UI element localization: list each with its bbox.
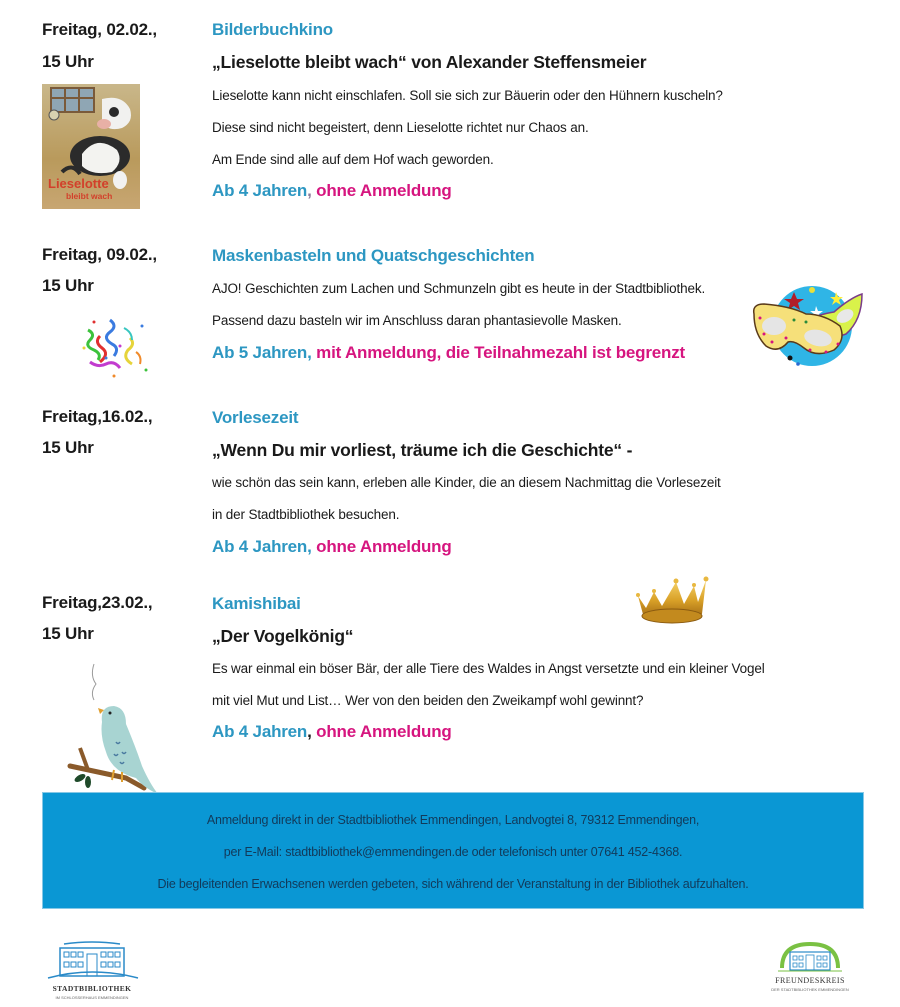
- registration-info-box: [42, 792, 864, 909]
- event-age-info: [212, 722, 452, 742]
- registration-label: ohne Anmeldung: [311, 181, 452, 200]
- freundeskreis-logo: [758, 940, 862, 998]
- event-age-info: [212, 181, 452, 201]
- info-notice: Die begleitenden Erwachsenen werden gebeten, sich während der Veranstaltung in der Bibliothek aufzuhalten.: [157, 877, 749, 891]
- cover-subtitle: bleibt wach: [66, 191, 113, 201]
- bird-icon: [66, 662, 166, 796]
- event-subtitle: „Der Vogelkönig“: [212, 626, 354, 646]
- event-title: Kamishibai: [212, 594, 301, 613]
- event-time: 15 Uhr: [42, 52, 94, 71]
- separator: ,: [307, 181, 312, 200]
- registration-label: ohne Anmeldung: [311, 722, 452, 741]
- age-label: Ab 4 Jahren: [212, 181, 308, 200]
- event-subtitle: „Lieselotte bleibt wach“ von Alexander Steffensmeier: [212, 52, 647, 72]
- carnival-mask-icon: [750, 284, 866, 374]
- event-description-line: in der Stadtbibliothek besuchen.: [212, 507, 400, 522]
- event-description-line: Passend dazu basteln wir im Anschluss daran phantasievolle Masken.: [212, 313, 622, 328]
- stadtbibliothek-logo: [42, 940, 142, 1002]
- age-label: Ab 4 Jahren: [212, 722, 308, 741]
- age-label: Ab 4 Jahren,: [212, 537, 312, 556]
- registration-label: mit Anmeldung, die Teilnahmezahl ist begrenzt: [311, 343, 685, 362]
- info-contact: per E-Mail: stadtbibliothek@emmendingen.de oder telefonisch unter 07641 452-4368.: [223, 845, 683, 859]
- cover-title: Lieselotte: [48, 176, 109, 191]
- event-subtitle: „Wenn Du mir vorliest, träume ich die Geschichte“ -: [212, 440, 633, 460]
- logo-subtitle: DER STADTBIBLIOTHEK EMMENDINGEN: [771, 987, 849, 992]
- logo-title: FREUNDESKREIS: [775, 976, 845, 985]
- logo-title: STADTBIBLIOTHEK: [52, 984, 132, 993]
- event-description-line: Am Ende sind alle auf dem Hof wach geworden.: [212, 152, 494, 167]
- event-date: Freitag, 02.02.,: [42, 20, 157, 39]
- event-date: Freitag, 09.02.,: [42, 245, 157, 264]
- event-description-line: mit viel Mut und List… Wer von den beiden den Zweikampf wohl gewinnt?: [212, 693, 644, 708]
- event-description-line: Es war einmal ein böser Bär, der alle Tiere des Waldes in Angst versetzte und ein kleiner Vogel: [212, 661, 765, 676]
- registration-label: ohne Anmeldung: [311, 537, 452, 556]
- book-cover-icon: [42, 84, 140, 209]
- event-date: Freitag,23.02.,: [42, 593, 153, 612]
- separator: ,: [307, 722, 312, 741]
- event-time: 15 Uhr: [42, 624, 94, 643]
- event-description-line: Lieselotte kann nicht einschlafen. Soll sie sich zur Bäuerin oder den Hühnern kuscheln?: [212, 88, 723, 103]
- event-description-line: AJO! Geschichten zum Lachen und Schmunzeln gibt es heute in der Stadtbibliothek.: [212, 281, 706, 296]
- logo-subtitle: IM SCHLOSSERHAUS EMMENDINGEN: [55, 995, 129, 1000]
- event-title: Bilderbuchkino: [212, 20, 333, 39]
- event-time: 15 Uhr: [42, 438, 94, 457]
- confetti-icon: [80, 318, 150, 380]
- event-description-line: Diese sind nicht begeistert, denn Lieselotte richtet nur Chaos an.: [212, 120, 589, 135]
- event-date: Freitag,16.02.,: [42, 407, 153, 426]
- info-address: Anmeldung direkt in der Stadtbibliothek Emmendingen, Landvogtei 8, 79312 Emmendingen,: [206, 813, 700, 827]
- event-title: Vorlesezeit: [212, 408, 299, 427]
- event-time: 15 Uhr: [42, 276, 94, 295]
- event-title: Maskenbasteln und Quatschgeschichten: [212, 246, 535, 265]
- event-age-info: [212, 343, 685, 363]
- event-age-info: [212, 537, 452, 557]
- crown-icon: [632, 574, 712, 628]
- event-description-line: wie schön das sein kann, erleben alle Kinder, die an diesem Nachmittag die Vorlesezeit: [212, 475, 721, 490]
- age-label: Ab 5 Jahren,: [212, 343, 312, 362]
